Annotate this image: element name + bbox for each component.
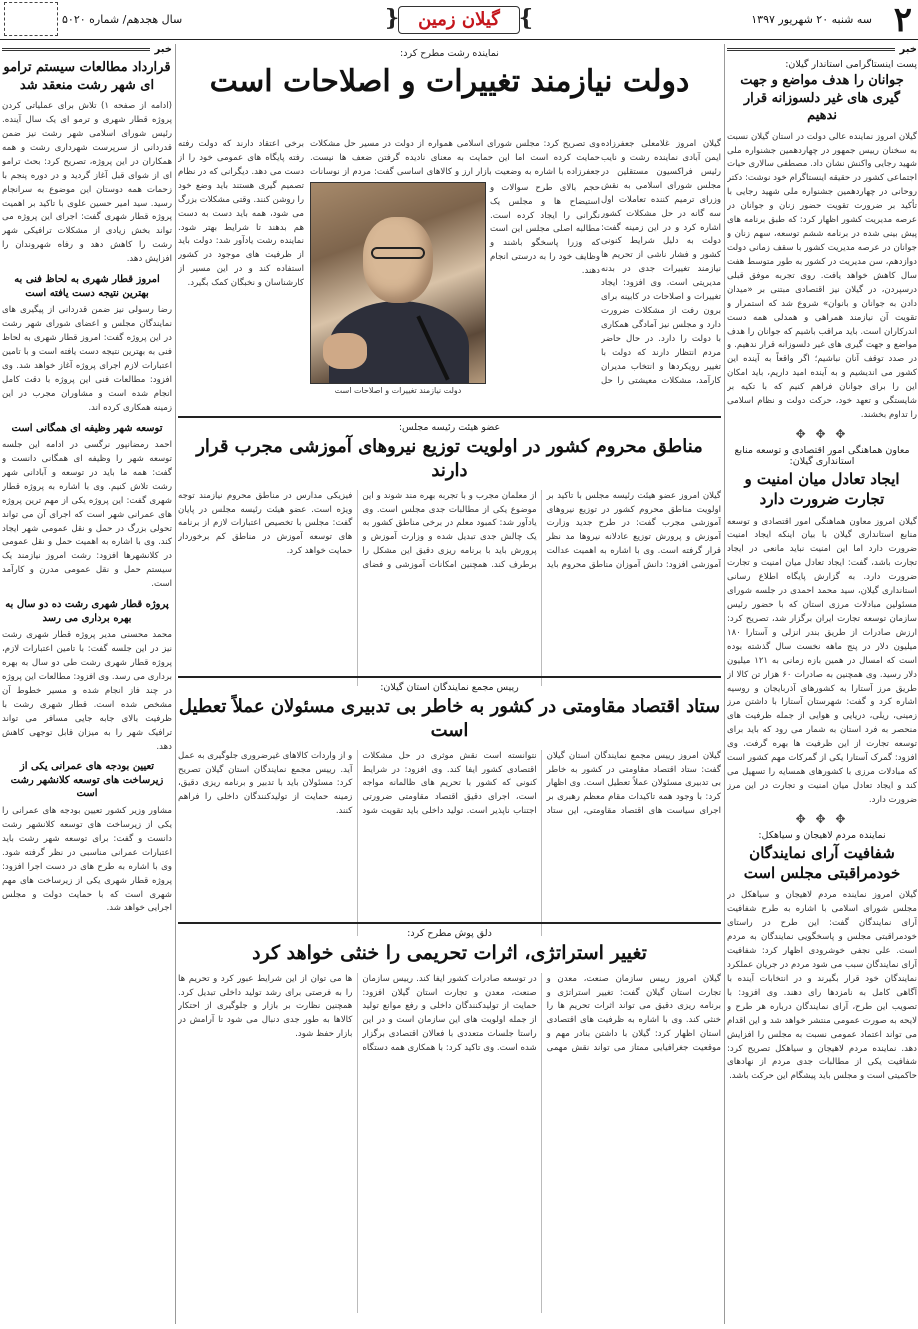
subhead: تعیین بودجه های عمرانی یکی از زیرساخت های توسعه کلانشهر رشت است <box>10 761 164 800</box>
mp-photo <box>310 182 486 384</box>
lead-headline: دولت نیازمند تغییرات و اصلاحات است <box>209 64 690 99</box>
story-headline: ستاد اقتصاد مقاومتی در کشور به خاطر بی تدبیری مسئولان عملاً تعطیل است <box>178 696 721 742</box>
story-body: گیلان امروز نماینده عالی دولت در استان گیلان نسبت به سخنان رییس جمهور در چهاردهمین جشنواره ملی شهید رجایی واکنش نشان داد. مصطفی سالاری حیات اجتماعی کشور در حقیقه اینستاگرام خود نوشت: دکتر روحانی در چهاردهمین جشنواره ملی شهید رجایی با تأکید بر ضرورت تقویت حضور زنان و جوانان در عرصه مدیریت کشور اظهار کرد: که طبق برنامه های پیش بینی شده در برنامه ششم توسعه، سهم زنان و جوانان در عرصه مدیریت کشور با سقف زمانی دولت دوازدهم، سن مدیریت در کشور به طور متوسط هفت سال کاهش خواهد یافت. روی تجربه موفق قبلی درسپردن، در گیلان نیز اقتصادی مبتنی بر «میدان دادن به جوانان و بانوان» شروع شد که استمرار و تقویت آن نیازمند همراهی و همدلی همه دست اندرکاران است. باید مراقب باشیم که جوانان را هدف مواضع و جهت گیری های غیر دلسوزانه قرار ندهیم. و در صدد توقف آنان نباشیم؛ اگر واقعاً به آینده این کشور می اندیشیم و به آینده امید داریم، باید امکان این را برای جوانان فراهم کنیم که با تکیه بر شایستگی و تعهد خود، حرکت دولت و نظام اسلامی را تداوم بخشند. <box>727 131 917 421</box>
story-body: مشاور وزیر کشور تعیین بودجه های عمرانی را یکی از زیرساخت های توسعه کلانشهر رشت دانست و گفت: برای توسعه شهر رشت باید اعتبارات عمرانی مناسبی در نظر گرفته شود. وی با اشاره به طرح های در دست اجرا افزود: پروژه قطار شهری یکی از زیرساخت های مهم شهری است که با حمایت دولت و مجلس اجرایی خواهد شد. <box>2 805 172 914</box>
story-kicker: نماینده مردم لاهیجان و سیاهکل: <box>758 829 886 841</box>
section-label: خبر <box>2 44 172 55</box>
story-headline: قرارداد مطالعات سیستم ترامو ای شهر رشت منعقد شد <box>3 60 171 93</box>
story-sanctions <box>178 924 721 1324</box>
story-body: گیلان امروز عضو هیئت رئیسه مجلس با تاکید بر اولویت مناطق محروم کشور در توزیع نیروهای آموزشی مجرب گفت: در طرح جدید وزارت آموزش و پرورش توزیع عادلانه نیروها مد نظر قرار گرفته است. وی با اشاره به اهمیت عدالت آموزشی افزود: دانش آموزان مناطق محروم باید از معلمان مجرب و با تجربه بهره مند شوند و این موضوع یکی از مطالبات جدی مجلس است. وی یادآور شد: کمبود معلم در برخی مناطق کشور به یک چالش جدی تبدیل شده و وزارت آموزش و پرورش باید با برنامه ریزی دقیق این مشکل را برطرف کند. همچنین امکانات آموزشی و فضای فیزیکی مدارس در مناطق محروم نیازمند توجه ویژه است. عضو هیئت رئیسه مجلس در پایان گفت: مجلس با تخصیص اعتبارات لازم از برنامه های توسعه آموزش در مناطق کم برخوردار حمایت خواهد کرد. <box>178 490 721 571</box>
story-headline: شفافیت آرای نمایندگان خودمراقبتی مجلس است <box>743 843 901 883</box>
story-headline: تغییر استراتژی، اثرات تحریمی را خنثی خواهد کرد <box>252 942 647 964</box>
story-body: برخی اعتقاد دارند که دولت رفته رفته پایگاه های عمومی خود را از دست می دهد. دیگرانی که در نظام تصمیم گیری هستند باید وضع خود را روشن کنند. وقتی مشکلات بزرگ می شود، همه باید دست به دست هم بدهند تا شرایط بهتر شود. نماینده رشت یادآور شد: دولت باید از ظرفیت های موجود در کشور استفاده کند و در این مسیر از کارشناسان و نخبگان کمک بگیرد. <box>178 139 304 289</box>
story-body: گیلان امروز غلامعلی جعفرزاده ایمن آبادی نماینده رشت و نایب رئیس فراکسیون مستقلین در مجلس شورای اسلامی به نقش وزرای ترمیم کننده تعاملات اول سه گانه در حل مشکلات کشور اشاره کرد و در این زمینه گفت: دولت به دلیل شرایط کنونی کشور و فشار ناشی از تحریم ها نیازمند تغییرات جدی در بدنه مدیریتی است. وی افزود: ایجاد تغییرات و اصلاحات در کابینه برای برون رفت از مشکلات ضرورت دارد و مجلس نیز آمادگی همکاری با دولت را دارد. در حال حاضر مردم انتظار دارند که دولت با تغییر رویکردها و انتخاب مدیران کارآمد، مشکلات معیشتی را حل <box>601 139 721 386</box>
story-body: رضا رسولی نیز ضمن قدردانی از پیگیری های نمایندگان مجلس و اعضای شورای شهر رشت در این پروژه گفت: امروز قطار شهری به لحاظ فنی به بهترین نتیجه دست یافته است و با تامین اعتبارات لازم اجرای پروژه آغاز خواهد شد. وی افزود: مطالعات فنی این پروژه با دقت کامل انجام شده است و مشاوران مجرب در این زمینه همکاری کرده اند. <box>2 305 172 413</box>
story-body: محمد محسنی مدیر پروژه قطار شهری رشت نیز در این جلسه گفت: با تامین اعتبارات لازم، پروژه قطار شهری رشت طی دو سال به بهره برداری می رسد. وی افزود: مطالعات این پروژه در چند فاز انجام شده و مسیر خطوط آن مشخص شده است. قطار شهری رشت با ظرفیت بالای جابه جایی مسافر می تواند ترافیک شهر را به میزان قابل توجهی کاهش دهد. <box>2 630 172 752</box>
story-resistance-economy <box>178 678 721 916</box>
newspaper-logo <box>4 2 58 36</box>
main-column <box>178 44 721 1324</box>
subhead: توسعه شهر وظیفه ای همگانی است <box>11 422 163 434</box>
story-kicker: معاون هماهنگی امور اقتصادی و توسعه منابع استانداری گیلان: <box>734 445 910 467</box>
issue-date: سه شنبه ۲۰ شهریور ۱۳۹۷ <box>751 13 872 26</box>
photo-hand <box>323 333 367 369</box>
story-body: گیلان امروز رییس سازمان صنعت، معدن و تجارت استان گیلان گفت: تغییر استراتژی و برنامه ریزی دقیق می تواند اثرات تحریم ها را خنثی کند. وی با اشاره به ظرفیت های اقتصادی استان اظهار کرد: گیلان با داشتن بنادر مهم و موقعیت جغرافیایی ممتاز می تواند نقش مهمی در توسعه صادرات کشور ایفا کند. رییس سازمان صنعت، معدن و تجارت استان گیلان افزود: حمایت از تولیدکنندگان داخلی و رفع موانع تولید از جمله اولویت های این سازمان است و در این راستا جلسات متعددی با فعالان اقتصادی برگزار شده است. وی تاکید کرد: با همکاری همه دستگاه ها می توان از این شرایط عبور کرد و تحریم ها را به فرصتی برای رشد تولید داخلی تبدیل کرد. همچنین نظارت بر بازار و جلوگیری از احتکار کالاها به طور جدی دنبال می شود تا آرامش در بازار حفظ شود. <box>178 973 721 1054</box>
column-rule <box>175 44 176 1324</box>
photo-caption: دولت نیازمند تغییرات و اصلاحات است <box>334 386 462 395</box>
story-kicker: عضو هیئت رئیسه مجلس: <box>398 422 501 433</box>
story-body: (ادامه از صفحه ۱) تلاش برای عملیاتی کردن پروژه قطار شهری و ترمو ای یک سال آینده. رئیس شورای اسلامی شهر رشت نیز ضمن قدردانی از سرپرست شهرداری رشت و همه همکاران در این پروژه، تصریح کرد: بحث ترامو ای از شوای قبل آغاز گردید و در دوره پنجم با زحمات همه دوستان این موضوع به سرانجام رسید. سید امیر حسین علوی با تاکید بر اهمیت پروژه قطار شهری گفت: اجرای این پروژه می تواند بخش زیادی از مشکلات ترافیکی شهر رشت را کاهش دهد و رفاه شهروندان را افزایش دهد. <box>2 101 172 265</box>
lead-story <box>178 44 721 410</box>
story-kicker: پست اینستاگرامی استاندار گیلان: <box>785 59 917 70</box>
section-label: خبر <box>727 44 917 55</box>
story-kicker: نماینده رشت مطرح کرد: <box>400 48 499 59</box>
paper-title: } گیلان زمین { <box>398 6 520 34</box>
column-rule <box>724 44 725 1324</box>
story-kicker: دلق پوش مطرح کرد: <box>407 928 492 939</box>
divider-ornament: ✥ ✥ ✥ <box>795 427 849 441</box>
page-number: ۲ <box>893 0 912 40</box>
story-education <box>178 418 721 668</box>
photo-face <box>363 217 433 303</box>
story-body: گیلان امروز نماینده مردم لاهیجان و سیاهکل در مجلس شورای اسلامی با اشاره به طرح شفافیت آرای نمایندگان گفت: این طرح در راستای خودمراقبتی مجلس و پاسخگویی نمایندگان به مردم است. علی نجفی خوشرودی اظهار کرد: شفافیت آرای نمایندگان سبب می شود مردم در جریان عملکرد نمایندگان خود قرار بگیرند و در انتخابات آینده با آگاهی کامل به نامزدها رای دهند. وی افزود: با تصویب این طرح، آرای نمایندگان درباره هر طرح و لایحه به صورت عمومی منتشر خواهد شد و این اقدام می تواند اعتماد عمومی نسبت به مجلس را افزایش دهد. نماینده مردم لاهیجان و سیاهکل تصریح کرد: شفافیت یکی از مطالبات جدی مردم از نهادهای حاکمیتی است و مجلس باید پیشگام این حرکت باشد. <box>727 890 917 1082</box>
photo-glasses <box>371 247 425 259</box>
subhead: امروز قطار شهری به لحاظ فنی به بهترین نتیجه دست یافته است <box>14 274 160 299</box>
issue-info: سال هجدهم/ شماره ۵۰۲۰ <box>62 13 183 26</box>
divider-ornament: ✥ ✥ ✥ <box>795 811 849 826</box>
story-kicker: رییس مجمع نمایندگان استان گیلان: <box>380 682 519 693</box>
subhead: پروژه قطار شهری رشت ده دو سال به بهره برداری می رسد <box>5 599 169 624</box>
story-headline: جوانان را هدف مواضع و جهت گیری های غیر دلسوزانه قرار ندهیم <box>740 73 904 124</box>
story-body: احمد رمضانپور نرگسی در ادامه این جلسه توسعه شهر را وظیفه ای همگانی دانست و گفت: همه ما باید در توسعه و آبادانی شهر رشت تلاش کنیم. وی با اشاره به پروژه قطار شهری گفت: این پروژه یکی از مهم ترین پروژه های عمرانی شهر است که اجرای آن می تواند تحولی بزرگ در حمل و نقل عمومی شهر ایجاد کند. وی با اشاره به اهمیت حمل و نقل عمومی در کلانشهرها افزود: رشت امروز نیازمند یک سیستم حمل و نقل عمومی مدرن و کارآمد است. <box>2 440 172 590</box>
story-body: گیلان امروز معاون هماهنگی امور اقتصادی و توسعه منابع استانداری گیلان با بیان اینکه ایجاد امنیت ضرورت دارد اما این امنیت نباید مانعی در ایجاد تجارت باشد، گفت: ایجاد تعادل میان امنیت و تجارت ضرورت دارد. به گزارش پایگاه اطلاع رسانی استانداری گیلان، سید محمد احمدی در جلسه شورای مسئولین مبادلات مرزی استان که با حضور رئیس سازمان توسعه تجارت ایران برگزار شد، تصریح کرد: ارزش صادرات از طریق بندر انزلی و آستارا ۱۸۰ میلیون دلار در پنج ماهه نخست سال گذشته بوده است که امسال در همین بازه زمانی به ۱۲۱ میلیون دلار رسید. وی همچنین به صادرات ۶۰ هزار تن کالا از طریق مرز آستارا به کشورهای آذربایجان و روسیه اشاره کرد و گفت: شهرستان آستارا با داشتن مرز زمینی، ریلی، دریایی و هوایی از جمله ظرفیت های منحصر به فرد استان به شمار می رود که باید برای توسعه تجارت از این ظرفیت ها بهره گرفت. وی افزود: گمرک آستارا یکی از گمرکات مهم کشور است که مبادلات مرزی با کشورهای همسایه را تسهیل می کند و ایجاد تعادل میان امنیت و تجارت در این مرز ضرورت دارد. <box>727 516 917 805</box>
story-body: گیلان امروز رییس مجمع نمایندگان استان گیلان گفت: ستاد اقتصاد مقاومتی در کشور به خاطر بی تدبیری مسئولان عملاً تعطیل است. وی اظهار کرد: با وجود همه تاکیدات مقام معظم رهبری بر اجرای سیاست های اقتصاد مقاومتی، این ستاد نتوانسته است نقش موثری در حل مشکلات اقتصادی کشور ایفا کند. وی افزود: در شرایط کنونی که کشور با تحریم های ظالمانه مواجه است، اجرای دقیق اقتصاد مقاومتی ضرورتی اجتناب ناپذیر است. تولید داخلی باید تقویت شود و از واردات کالاهای غیرضروری جلوگیری به عمل آید. رییس مجمع نمایندگان استان گیلان تصریح کرد: مسئولان باید با تدبیر و برنامه ریزی دقیق، زمینه حمایت از تولیدکنندگان داخلی را فراهم کنند. <box>178 750 721 817</box>
story-headline: ایجاد تعادل میان امنیت و تجارت ضرورت دارد <box>744 470 900 509</box>
story-body: وی تصریح کرد: مجلس شورای اسلامی همواره از دولت در مسیر حل مشکلات حمایت کرده است اما این حمایت به معنای نادیده گرفتن ضعف ها نیست. جعفرزاده با اشاره به وضعیت بازار ارز و کالاهای اساسی گفت: مردم از نوسانات <box>310 139 600 177</box>
left-column <box>2 44 172 1324</box>
masthead <box>0 0 918 40</box>
right-column <box>727 44 917 1324</box>
story-headline: مناطق محروم کشور در اولویت توزیع نیروهای آموزشی مجرب قرار دارند <box>196 436 703 482</box>
pull-quote: حجم بالای طرح سوالات و استیضاح ها و مجلس یک نگرانی را ایجاد کرده است. مطالبه اصلی مجلس این است که وزرا پاسخگو باشند و وظایف خود را به درستی انجام دهند. <box>490 183 600 276</box>
